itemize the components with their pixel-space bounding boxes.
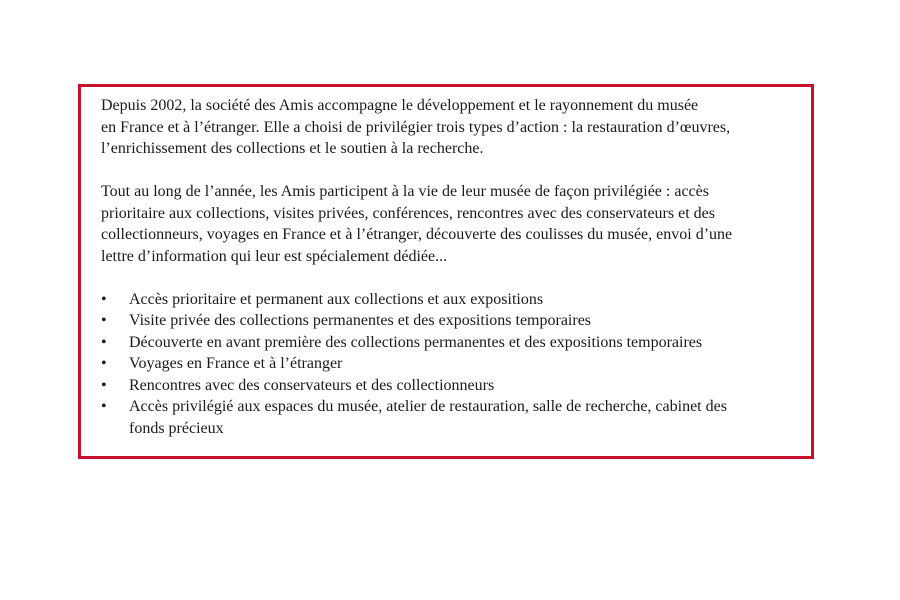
text-line: Tout au long de l’année, les Amis participent à la vie de leur musée de façon privilégiée : accès xyxy=(101,183,709,200)
list-item-text-continued: fonds précieux xyxy=(129,419,224,437)
list-item xyxy=(101,353,801,375)
bullet-icon: • xyxy=(101,290,107,308)
text-line: collectionneurs, voyages en France et à l’étranger, découverte des coulisses du musée, envoi d’une xyxy=(101,226,733,243)
list-item-text: Découverte en avant première des collections permanentes et des expositions temporaires xyxy=(129,333,703,351)
list-item xyxy=(101,332,801,354)
list-item-text: Visite privée des collections permanentes et des expositions temporaires xyxy=(129,312,592,329)
bullet-icon: • xyxy=(101,398,107,415)
bullet-icon: • xyxy=(101,355,107,372)
list-item-text: Rencontres avec des conservateurs et des collectionneurs xyxy=(129,376,495,394)
benefits-list xyxy=(101,289,801,440)
text-line: en France et à l’étranger. Elle a choisi de privilégier trois types d’action : la restauration d’œuvres, xyxy=(101,118,731,136)
intro-paragraph xyxy=(101,95,801,160)
text-block xyxy=(101,95,801,439)
bullet-icon: • xyxy=(101,376,107,394)
list-item-text: Voyages en France et à l’étranger xyxy=(129,355,343,372)
bullet-icon: • xyxy=(101,333,107,351)
list-item xyxy=(101,310,801,332)
text-line: prioritaire aux collections, visites privées, conférences, rencontres avec des conservateurs et des xyxy=(101,204,715,222)
text-line: l’enrichissement des collections et le soutien à la recherche. xyxy=(101,140,484,157)
list-item xyxy=(101,396,801,439)
list-item-text: Accès privilégié aux espaces du musée, atelier de restauration, salle de recherche, cabinet des xyxy=(129,398,727,415)
list-item-text: Accès prioritaire et permanent aux collections et aux expositions xyxy=(129,290,544,308)
list-item xyxy=(101,375,801,397)
bullet-icon: • xyxy=(101,312,107,329)
activities-paragraph xyxy=(101,181,801,267)
list-item xyxy=(101,289,801,311)
text-line: Depuis 2002, la société des Amis accompagne le développement et le rayonnement du musée xyxy=(101,97,699,114)
text-line: lettre d’information qui leur est spécialement dédiée... xyxy=(101,247,448,265)
